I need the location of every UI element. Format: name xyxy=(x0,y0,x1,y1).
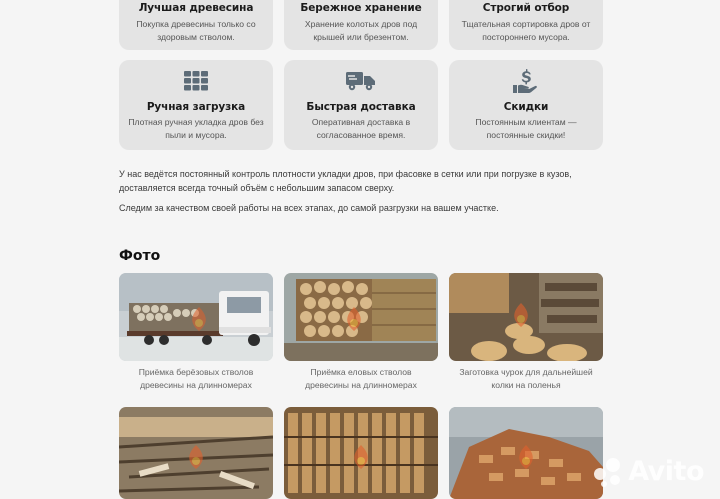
feature-card-best-wood xyxy=(119,0,273,50)
photo-spruce-logs-truck[interactable] xyxy=(284,273,438,361)
grid-icon xyxy=(184,71,208,91)
caption-line: Приёмка берёзовых стволов xyxy=(138,367,254,377)
card-desc-line: постороннего мусора. xyxy=(482,32,570,42)
quality-paragraph: Следим за качеством своей работы на всех этапах, до самой разгрузки на вашем участке. xyxy=(119,203,499,213)
card-desc-line: постоянные скидки! xyxy=(486,130,566,140)
card-title: Бережное хранение xyxy=(300,2,422,14)
card-desc-line: Тщательная сортировка дров от xyxy=(461,19,591,29)
photo-stacked-firewood[interactable] xyxy=(284,407,438,499)
photo-caption xyxy=(284,366,438,392)
card-desc-line: согласованное время. xyxy=(316,130,406,140)
caption-line: Приёмка еловых стволов xyxy=(310,367,412,377)
caption-line: Заготовка чурок для дальнейшей xyxy=(459,367,593,377)
card-title: Ручная загрузка xyxy=(146,101,246,113)
paragraph-line: У нас ведётся постоянный контроль плотности укладки дров, при фасовке в сетки или при погрузке в кузов, xyxy=(119,169,572,179)
card-desc-line: Плотная ручная укладка дров без xyxy=(128,117,264,127)
truck-icon xyxy=(346,70,376,92)
photo-caption xyxy=(119,366,273,392)
feature-card-manual-loading xyxy=(119,60,273,150)
card-desc-line: Хранение колотых дров под xyxy=(304,19,418,29)
card-title: Быстрая доставка xyxy=(306,101,416,113)
feature-card-selection xyxy=(449,0,603,50)
discount-hand-icon xyxy=(512,68,540,94)
feature-card-discounts xyxy=(449,60,603,150)
card-desc-line: пыли и мусора. xyxy=(165,130,227,140)
photo-caption xyxy=(449,366,603,392)
card-desc-line: здоровым стволом. xyxy=(157,32,235,42)
photo-birch-logs-truck[interactable] xyxy=(119,273,273,361)
card-desc-line: Постоянным клиентам — xyxy=(475,117,577,127)
description-paragraph xyxy=(119,168,599,195)
card-desc-line: Оперативная доставка в xyxy=(311,117,411,127)
photo-firewood-pile[interactable] xyxy=(119,407,273,499)
caption-line: древесины на длинномерах xyxy=(305,380,417,390)
card-title: Строгий отбор xyxy=(482,2,570,14)
photo-section-title: Фото xyxy=(119,248,161,264)
photo-split-firewood-heap[interactable] xyxy=(449,407,603,499)
card-title: Скидки xyxy=(503,101,549,113)
caption-line: древесины на длинномерах xyxy=(140,380,252,390)
avito-logo-icon xyxy=(591,457,625,487)
card-title: Лучшая древесина xyxy=(138,2,254,14)
avito-watermark xyxy=(591,456,704,487)
caption-line: колки на поленья xyxy=(491,380,561,390)
card-desc-line: крышей или брезентом. xyxy=(313,32,409,42)
paragraph-line: доставляется всегда точный объём с небольшим запасом сверху. xyxy=(119,182,395,193)
avito-watermark-text: Avito xyxy=(628,456,704,487)
card-desc-line: Покупка древесины только со xyxy=(136,19,256,29)
feature-card-fast-delivery xyxy=(284,60,438,150)
photo-wood-blocks[interactable] xyxy=(449,273,603,361)
feature-card-storage xyxy=(284,0,438,50)
